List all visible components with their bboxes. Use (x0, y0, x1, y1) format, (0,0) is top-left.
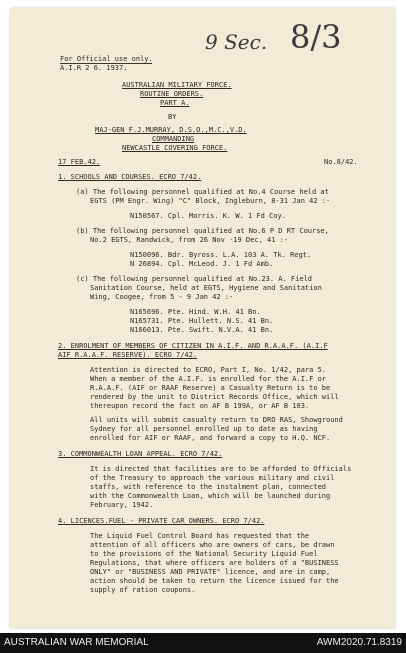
section-4-body: supply of ration coupons. (90, 586, 196, 594)
section-3-heading: 3. COMMONWEALTH LOAN APPEAL. ECRO 7/42. (58, 450, 223, 458)
section-1c-text: (c) The following personnel qualified at No.23. A. Field (76, 275, 313, 283)
section-1a-text: EGTS (PM Engr. Wing) "C" Block, Ingleburn, 8-31 Jan 42 :- (90, 197, 331, 205)
section-1b-text: No.2 EGTS, Randwick, from 26 Nov -19 Dec, 41 :- (90, 236, 289, 244)
section-1a-entry: N150567. Cpl. Morris. K. W. 1 Fd Coy. (130, 212, 286, 220)
section-2-body: When a member of the A.I.F. is enrolled for the A.I.F or (90, 375, 327, 383)
handwritten-number: 8/3 (290, 18, 342, 56)
section-1c-entry: N165696. Pte. Hind. W.H. 41 Bn. (130, 308, 261, 316)
section-1c-entry: N166013. Pte. Swift. N.V.A. 41 Bn. (130, 326, 274, 334)
section-2-heading: 2. ENROLMENT OF MEMBERS OF CITIZEN IN A.I.F. AND R.A.A.F. (A.I.F (58, 342, 328, 350)
accession-number: AWM2020.71.8319 (316, 637, 402, 648)
section-3-body: February, 1942. (90, 501, 154, 509)
section-1-heading: 1. SCHOOLS AND COURSES. ECRO 7/42. (58, 173, 202, 181)
section-4-body: action should be taken to return the licence issued for the (90, 577, 339, 585)
by-label: BY (168, 113, 177, 121)
area-title: NEWCASTLE COVERING FORCE. (122, 144, 228, 152)
document-page (10, 8, 395, 628)
archive-footer (0, 633, 406, 653)
section-2-body: rendered by the unit to District Records Office, which will (90, 393, 339, 401)
section-4-body: Regulations, that where officers are holders of a "BUSINESS (90, 559, 339, 567)
section-1c-text: Wing, Coogee, from 5 - 9 Jan 42 :- (90, 293, 234, 301)
section-3-body: of the Treasury to approach the various military and civil (90, 474, 335, 482)
commanding-label: COMMANDING (152, 135, 195, 143)
order-number: No.8/42. (324, 158, 358, 166)
section-1a-text: (a) The following personnel qualified at No.4 Course held at (76, 188, 329, 196)
section-2-body: enrolled for AIF or RAAF, and forward a copy to H.Q. NCF. (90, 434, 331, 442)
orders-title: ROUTINE ORDERS. (140, 90, 204, 98)
section-1c-entry: N165731. Pte. Hullett. N.S. 41 Bn. (130, 317, 274, 325)
section-4-body: ONLY" or "BUSINESS AND PRIVATE" licence, and are in camp, (90, 568, 331, 576)
order-date: 17 FEB.42. (58, 158, 101, 166)
archive-name: AUSTRALIAN WAR MEMORIAL (4, 637, 149, 648)
section-2-body: Attention is directed to ECRO, Part I, No. 1/42, para 5. (90, 366, 327, 374)
section-2-heading: AIF R.A.A.F. RESERVE). ECRO 7/42. (58, 351, 198, 359)
commander-name: MAJ-GEN F.J.MURRAY, D.S.O.,M.C.,V.D. (95, 126, 247, 134)
section-2-body: Sydney for all personnel enrolled up to date as having (90, 425, 318, 433)
section-1b-entry: N150096. Bdr. Byross. L.A. 103 A. Tk. Regt. (130, 251, 312, 259)
section-3-body: with the Commonwealth Loan, which will be launched during (90, 492, 331, 500)
section-4-body: to the provisions of the National Security Liquid Fuel (90, 550, 318, 558)
section-4-heading: 4. LICENCES.FUEL - PRIVATE CAR OWNERS. ECRO 7/42. (58, 517, 265, 525)
force-title: AUSTRALIAN MILITARY FORCE. (122, 81, 232, 89)
part-title: PART A. (160, 99, 190, 107)
section-3-body: It is directed that facilities are to be afforded to Officials (90, 465, 352, 473)
section-2-body: thereupon record the fact on AF B 199A, or AF B 103. (90, 402, 310, 410)
section-1c-text: Sanitation Course, held at EGTS, Hygiene and Sanitation (90, 284, 322, 292)
section-1b-text: (b) The following personnel qualified at No.6 P D RT Course, (76, 227, 329, 235)
official-use-note: For Official use only. (60, 55, 153, 63)
handwritten-annotation: 9 Sec. (205, 30, 268, 54)
section-3-body: staffs, with reference to the instalment plan, connected (90, 483, 327, 491)
section-4-body: The Liquid Fuel Control Board has requested that the (90, 532, 310, 540)
section-2-body: R.A.A.F. (AIF or RAAF Reserve) a Casualty Return is to be (90, 384, 331, 392)
section-1b-entry: N 26894. Cpl. McLeod. J. 1 Fd Amb. (130, 260, 274, 268)
section-4-body: attention of all officers who are owners of cars, be drawn (90, 541, 335, 549)
reference-stamp: A.I.R 2 6. 1937. (60, 64, 128, 72)
section-2-body: All units will submit casualty return to DRO RAS, Showground (90, 416, 343, 424)
